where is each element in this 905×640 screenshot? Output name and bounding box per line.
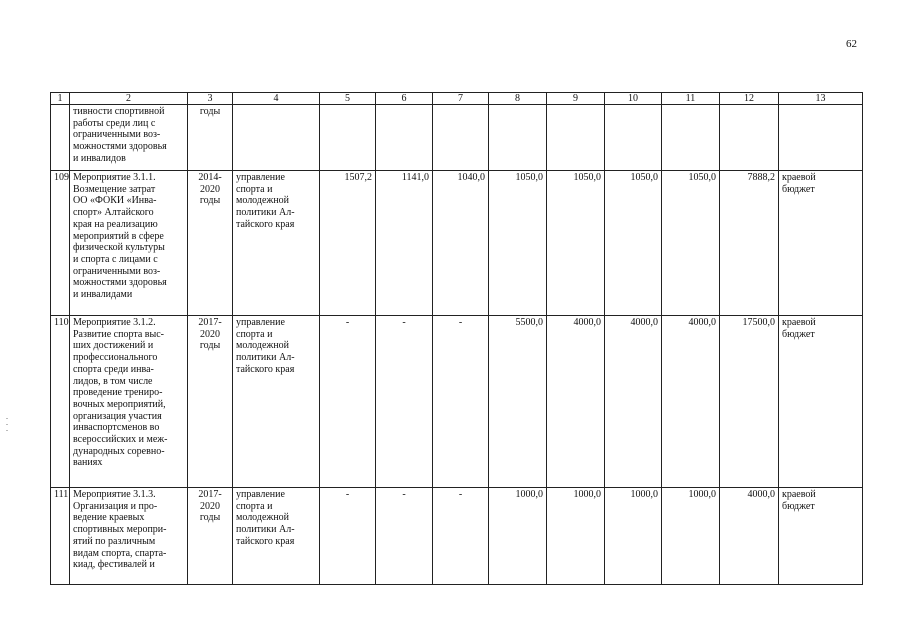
value-col8: 5500,0 bbox=[489, 316, 547, 488]
measure-name: Мероприятие 3.1.1. Возмещение затрат ОО «ФОКИ «Инва- спорт» Алтайского края на реализацию мероприятий в сфере физической культуры и спорта с лицами с ограниченными воз- можностями здоровья и инвалидами bbox=[70, 171, 188, 316]
row-number bbox=[51, 105, 70, 171]
column-header: 3 bbox=[188, 93, 233, 105]
row-number: 110 bbox=[51, 316, 70, 488]
column-header: 2 bbox=[70, 93, 188, 105]
value-col10: 1000,0 bbox=[605, 488, 662, 585]
value-col9: 4000,0 bbox=[547, 316, 605, 488]
value-col6: - bbox=[376, 488, 433, 585]
value-col9: 1050,0 bbox=[547, 171, 605, 316]
value-col10: 1050,0 bbox=[605, 171, 662, 316]
measure-name: Мероприятие 3.1.2. Развитие спорта выс- ших достижений и профессионального спорта среди инва- лидов, в том числе проведение трениро- вочных мероприятий, организация участия инваспортсменов во всероссийских и меж- дународных соревно- ваниях bbox=[70, 316, 188, 488]
value-col7: - bbox=[433, 488, 489, 585]
column-header: 4 bbox=[233, 93, 320, 105]
value-col10 bbox=[605, 105, 662, 171]
table-row bbox=[51, 488, 863, 585]
funding-source: краевой бюджет bbox=[779, 171, 863, 316]
measure-name: тивности спортивной работы среди лиц с ограниченными воз- можностями здоровья и инвалидов bbox=[70, 105, 188, 171]
funding-source: краевой бюджет bbox=[779, 316, 863, 488]
column-header: 11 bbox=[662, 93, 720, 105]
value-col11: 4000,0 bbox=[662, 316, 720, 488]
period: 2017- 2020 годы bbox=[188, 316, 233, 488]
value-col5: - bbox=[320, 488, 376, 585]
table-row bbox=[51, 316, 863, 488]
period: годы bbox=[188, 105, 233, 171]
value-col12: 17500,0 bbox=[720, 316, 779, 488]
value-col6: - bbox=[376, 316, 433, 488]
column-header: 7 bbox=[433, 93, 489, 105]
scan-mark bbox=[6, 424, 8, 425]
funding-source: краевой бюджет bbox=[779, 488, 863, 585]
column-header: 8 bbox=[489, 93, 547, 105]
value-col12: 7888,2 bbox=[720, 171, 779, 316]
column-header: 5 bbox=[320, 93, 376, 105]
column-header: 12 bbox=[720, 93, 779, 105]
executor bbox=[233, 105, 320, 171]
value-col8 bbox=[489, 105, 547, 171]
executor: управление спорта и молодежной политики Ал- тайского края bbox=[233, 488, 320, 585]
value-col7 bbox=[433, 105, 489, 171]
column-header: 9 bbox=[547, 93, 605, 105]
value-col11: 1000,0 bbox=[662, 488, 720, 585]
period: 2014- 2020 годы bbox=[188, 171, 233, 316]
row-number: 111 bbox=[51, 488, 70, 585]
value-col5: 1507,2 bbox=[320, 171, 376, 316]
value-col12: 4000,0 bbox=[720, 488, 779, 585]
value-col5 bbox=[320, 105, 376, 171]
value-col8: 1000,0 bbox=[489, 488, 547, 585]
value-col9 bbox=[547, 105, 605, 171]
value-col7: 1040,0 bbox=[433, 171, 489, 316]
table-row bbox=[51, 171, 863, 316]
table-row bbox=[51, 105, 863, 171]
value-col12 bbox=[720, 105, 779, 171]
executor: управление спорта и молодежной политики Ал- тайского края bbox=[233, 171, 320, 316]
column-header: 1 bbox=[51, 93, 70, 105]
funding-source bbox=[779, 105, 863, 171]
value-col6: 1141,0 bbox=[376, 171, 433, 316]
executor: управление спорта и молодежной политики Ал- тайского края bbox=[233, 316, 320, 488]
header-row bbox=[51, 93, 863, 105]
value-col10: 4000,0 bbox=[605, 316, 662, 488]
value-col11: 1050,0 bbox=[662, 171, 720, 316]
column-header: 6 bbox=[376, 93, 433, 105]
program-measures-table bbox=[50, 92, 863, 585]
page-number: 62 bbox=[846, 38, 857, 50]
value-col5: - bbox=[320, 316, 376, 488]
value-col8: 1050,0 bbox=[489, 171, 547, 316]
value-col7: - bbox=[433, 316, 489, 488]
measure-name: Мероприятие 3.1.3. Организация и про- ведение краевых спортивных меропри- ятий по различным видам спорта, спарта- киад, фестивалей и bbox=[70, 488, 188, 585]
scan-mark bbox=[6, 430, 8, 431]
scan-mark bbox=[6, 418, 8, 419]
column-header: 10 bbox=[605, 93, 662, 105]
value-col6 bbox=[376, 105, 433, 171]
row-number: 109 bbox=[51, 171, 70, 316]
value-col9: 1000,0 bbox=[547, 488, 605, 585]
column-header: 13 bbox=[779, 93, 863, 105]
period: 2017- 2020 годы bbox=[188, 488, 233, 585]
value-col11 bbox=[662, 105, 720, 171]
